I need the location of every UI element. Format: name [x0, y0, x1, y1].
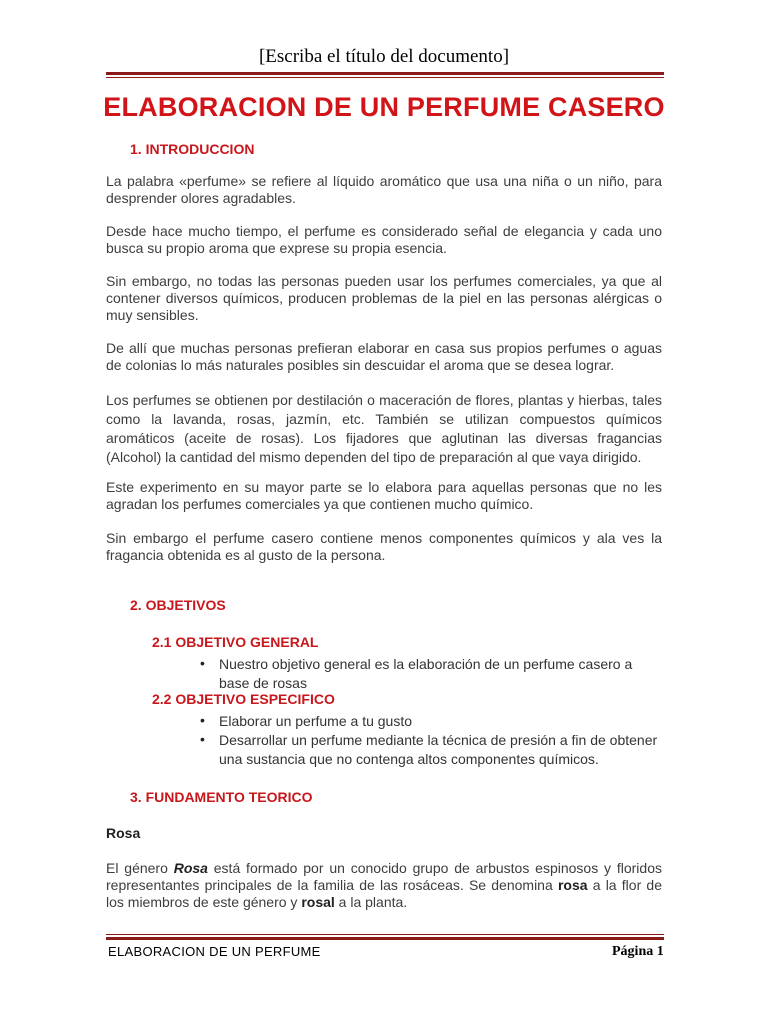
document-title: ELABORACION DE UN PERFUME CASERO [103, 92, 665, 122]
objetivos-heading: 2. OBJETIVOS [130, 597, 226, 613]
intro-paragraph-5: Los perfumes se obtienen por destilación o maceración de flores, plantas y hierbas, tales como la lavanda, rosas, jazmín, etc. También se utilizan compuestos químicos aromáticos (aceite de rosas). Los fijadores que aglutinan las diversas fragancias (Alcohol) la cantidad del mismo dependen del tipo de preparación al que vaya dirigido. [106, 392, 662, 465]
header-rule-thin [106, 77, 664, 78]
objetivo-especifico-item-1: Elaborar un perfume a tu gusto [219, 713, 413, 729]
fundamento-heading: 3. FUNDAMENTO TEORICO [130, 789, 313, 805]
intro-paragraph-4: De allí que muchas personas prefieran elaborar en casa sus propios perfumes o aguas de colonias lo más naturales posibles sin descuidar el aroma que se desea lograr. [106, 340, 662, 373]
header-rule-thick [106, 72, 664, 75]
objetivo-especifico-heading: 2.2 OBJETIVO ESPECIFICO [152, 691, 335, 707]
objetivo-general-heading: 2.1 OBJETIVO GENERAL [152, 634, 319, 650]
footer-left-text: ELABORACION DE UN PERFUME [108, 944, 321, 959]
bullet-glyph: • [200, 731, 205, 747]
footer-rule-thick [106, 937, 664, 940]
intro-paragraph-7: Sin embargo el perfume casero contiene menos componentes químicos y ala ves la fragancia obtenida es al gusto de la persona. [106, 530, 662, 563]
page-header-title: [Escriba el título del documento] [258, 46, 510, 67]
intro-paragraph-3: Sin embargo, no todas las personas pueden usar los perfumes comerciales, ya que al contener diversos químicos, producen problemas de la piel en las personas alérgicas o muy sensibles. [106, 273, 662, 323]
intro-paragraph-6: Este experimento en su mayor parte se lo elabora para aquellas personas que no les agradan los perfumes comerciales ya que contienen mucho químico. [106, 479, 662, 512]
intro-paragraph-1: La palabra «perfume» se refiere al líquido aromático que usa una niña o un niño, para desprender olores agradables. [106, 173, 662, 206]
footer-page-number: Página 1 [612, 944, 664, 959]
bullet-glyph: • [200, 655, 205, 671]
rosa-heading: Rosa [106, 825, 141, 841]
objetivo-especifico-item-2: Desarrollar un perfume mediante la técnica de presión a fin de obtener una sustancia que no contenga altos componentes químicos. [219, 732, 658, 767]
rosa-paragraph: El género Rosa está formado por un conocido grupo de arbustos espinosos y floridos representantes principales de la familia de las rosáceas. Se denomina rosa a la flor de los miembros de este género y rosal a la planta. [106, 860, 663, 910]
objetivo-general-item: Nuestro objetivo general es la elaboración de un perfume casero a base de rosas [219, 656, 633, 691]
intro-heading: 1. INTRODUCCION [130, 141, 255, 157]
intro-paragraph-2: Desde hace mucho tiempo, el perfume es considerado señal de elegancia y cada uno busca su propio aroma que exprese su propia esencia. [106, 223, 662, 256]
footer-rule-thin [106, 934, 664, 935]
bullet-glyph: • [200, 712, 205, 728]
